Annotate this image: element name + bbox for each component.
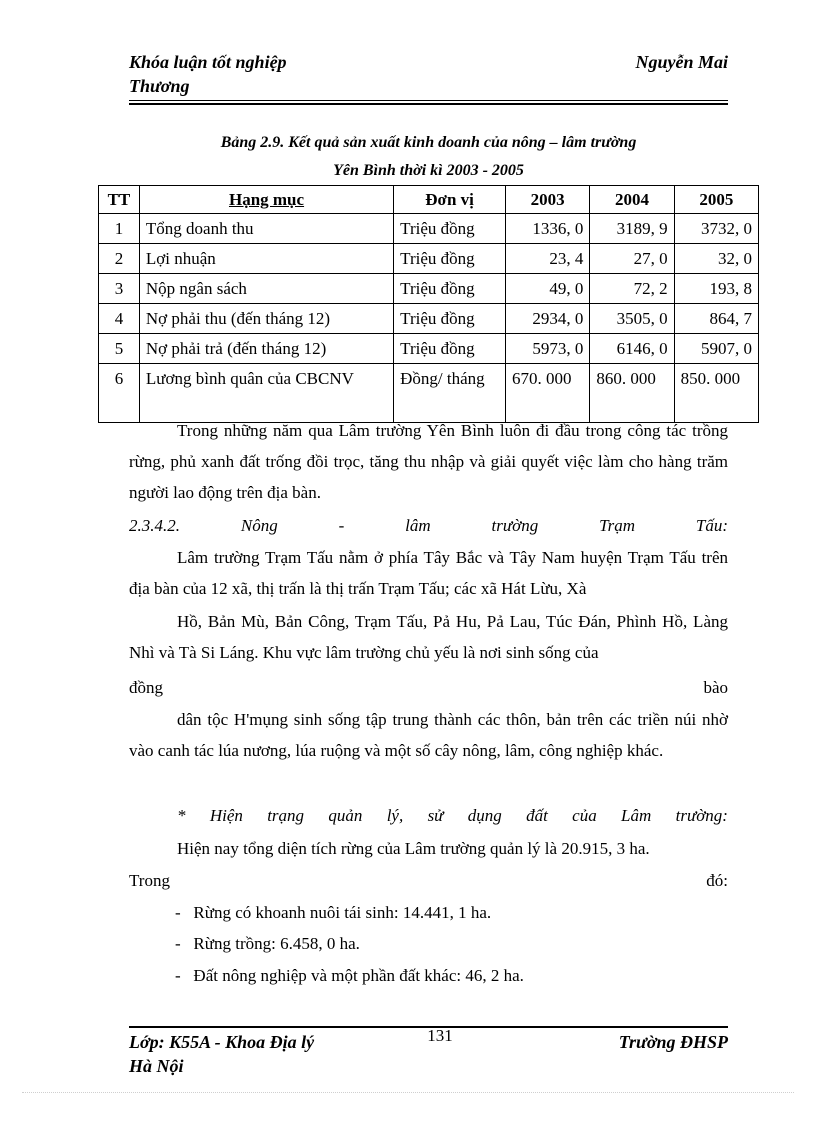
paragraph-5-end-right: đó: <box>706 871 728 890</box>
subheading-word: của <box>572 806 597 825</box>
cell-unit: Triệu đồng <box>394 274 506 304</box>
list-item-text: Rừng có khoanh nuôi tái sinh: 14.441, 1 ha. <box>193 903 492 922</box>
list-item <box>175 928 360 959</box>
cell-item: Nợ phải trả (đến tháng 12) <box>139 334 393 364</box>
table-row <box>99 364 759 423</box>
cell-item: Nợ phải thu (đến tháng 12) <box>139 304 393 334</box>
table-header-row <box>99 186 759 214</box>
header-rule-thick <box>129 103 728 105</box>
cell-2004: 27, 0 <box>590 244 674 274</box>
section-heading-word: 2.3.4.2. <box>129 516 180 535</box>
header-rule-thin <box>129 100 728 101</box>
cell-tt: 4 <box>99 304 140 334</box>
subheading-word: lý, <box>386 806 404 825</box>
cell-2004: 3189, 9 <box>590 214 674 244</box>
cell-2004: 72, 2 <box>590 274 674 304</box>
cell-2005: 32, 0 <box>674 244 758 274</box>
col-header-unit: Đơn vị <box>394 186 506 214</box>
cell-2005: 850. 000 <box>674 364 758 423</box>
page-number: 131 <box>427 1026 453 1045</box>
section-heading-word: lâm <box>405 516 431 535</box>
list-item <box>175 897 491 928</box>
cell-unit: Triệu đồng <box>394 304 506 334</box>
header-right: Nguyễn Mai <box>635 52 728 72</box>
bullet-mark: - <box>175 903 181 922</box>
subheading-word: * <box>177 806 186 825</box>
section-heading-word: - <box>338 516 345 535</box>
table-row <box>99 304 759 334</box>
cell-unit: Triệu đồng <box>394 334 506 364</box>
cell-2003: 670. 000 <box>506 364 590 423</box>
subheading-word: Hiện <box>209 806 243 825</box>
col-header-tt: TT <box>99 186 140 214</box>
section-heading-word: Trạm <box>599 516 635 535</box>
cell-item: Lợi nhuận <box>139 244 393 274</box>
cell-2003: 1336, 0 <box>506 214 590 244</box>
cell-2003: 5973, 0 <box>506 334 590 364</box>
cell-item: Lương bình quân của CBCNV <box>139 364 393 423</box>
cell-tt: 3 <box>99 274 140 304</box>
table-row <box>99 274 759 304</box>
cell-unit: Triệu đồng <box>394 214 506 244</box>
paragraph-5-end-left: Trong <box>129 871 170 890</box>
subheading-word: sử <box>427 806 444 825</box>
col-header-2003: 2003 <box>506 186 590 214</box>
cell-2005: 3732, 0 <box>674 214 758 244</box>
header-left <box>129 50 389 98</box>
section-heading-word: trường <box>491 516 539 535</box>
cell-tt: 5 <box>99 334 140 364</box>
page-bottom-border <box>22 1092 794 1093</box>
section-heading <box>129 510 728 541</box>
cell-unit: Đồng/ tháng <box>394 364 506 423</box>
subheading-word: trạng <box>267 806 305 825</box>
paragraph-5: Hiện nay tổng diện tích rừng của Lâm trường quản lý là 20.915, 3 ha. <box>177 839 650 858</box>
table-row <box>99 214 759 244</box>
cell-2004: 3505, 0 <box>590 304 674 334</box>
paragraph-4: dân tộc H'mụng sinh sống tập trung thành các thôn, bản trên các triền núi nhờ vào canh tác lúa nương, lúa ruộng và một số cây nông, lâm, công nghiệp khác. <box>129 710 728 760</box>
results-table <box>98 185 759 423</box>
bullet-mark: - <box>175 966 181 985</box>
bullet-mark: - <box>175 934 181 953</box>
subheading-word: trường: <box>675 806 728 825</box>
subheading-word: Lâm <box>621 806 652 825</box>
paragraph-3-end <box>129 672 728 703</box>
paragraph-2: Lâm trường Trạm Tấu nằm ở phía Tây Bắc và Tây Nam huyện Trạm Tấu trên địa bàn của 12 xã, thị trấn là thị trấn Trạm Tấu; các xã Hát Lừu, Xà <box>129 548 728 598</box>
cell-2005: 5907, 0 <box>674 334 758 364</box>
paragraph-3: Hồ, Bản Mù, Bản Công, Trạm Tấu, Pả Hu, Pả Lau, Túc Đán, Phình Hồ, Làng Nhì và Tà Si Láng. Khu vực lâm trường chủ yếu là nơi sinh sống của <box>129 612 728 662</box>
footer-left-line2: Hà Nội <box>129 1056 184 1076</box>
footer-left <box>129 1030 389 1078</box>
table-caption-line1: Bảng 2.9. Kết quả sản xuất kinh doanh của nông – lâm trường <box>220 134 637 151</box>
cell-2003: 2934, 0 <box>506 304 590 334</box>
section-heading-word: Tấu: <box>695 516 728 535</box>
cell-tt: 1 <box>99 214 140 244</box>
list-item-text: Rừng trồng: 6.458, 0 ha. <box>193 934 360 953</box>
table-row <box>99 244 759 274</box>
col-header-item-label: Hạng mục <box>228 190 305 209</box>
paragraph-1: Trong những năm qua Lâm trường Yên Bình luôn đi đầu trong công tác trồng rừng, phủ xanh đất trống đồi trọc, tăng thu nhập và giải quyết việc làm cho hàng trăm người lao động trên địa bàn. <box>129 421 728 502</box>
header-left-line2: Thương <box>129 76 190 96</box>
paragraph-3-end-right: bào <box>703 678 728 697</box>
section-heading-word: Nông <box>240 516 278 535</box>
cell-tt: 2 <box>99 244 140 274</box>
col-header-2005: 2005 <box>674 186 758 214</box>
subheading <box>177 800 728 831</box>
cell-unit: Triệu đồng <box>394 244 506 274</box>
cell-2003: 49, 0 <box>506 274 590 304</box>
subheading-word: quản <box>328 806 363 825</box>
table-caption-line2: Yên Bình thời kì 2003 - 2005 <box>333 162 524 179</box>
cell-item: Tổng doanh thu <box>139 214 393 244</box>
list-item-text: Đất nông nghiệp và một phần đất khác: 46, 2 ha. <box>193 966 524 985</box>
cell-tt: 6 <box>99 364 140 423</box>
subheading-word: dụng <box>467 806 502 825</box>
cell-2003: 23, 4 <box>506 244 590 274</box>
header-left-line1: Khóa luận tốt nghiệp <box>129 52 287 72</box>
cell-2005: 193, 8 <box>674 274 758 304</box>
col-header-item <box>139 186 393 214</box>
cell-item: Nộp ngân sách <box>139 274 393 304</box>
footer-left-line1: Lớp: K55A - Khoa Địa lý <box>129 1032 315 1052</box>
paragraph-3-end-left: đồng <box>129 678 163 697</box>
table-row <box>99 334 759 364</box>
cell-2004: 860. 000 <box>590 364 674 423</box>
subheading-word: đất <box>526 806 548 825</box>
paragraph-5-end <box>129 865 728 896</box>
list-item <box>175 960 524 991</box>
cell-2005: 864, 7 <box>674 304 758 334</box>
cell-2004: 6146, 0 <box>590 334 674 364</box>
col-header-2004: 2004 <box>590 186 674 214</box>
footer-right: Trường ĐHSP <box>618 1032 728 1052</box>
